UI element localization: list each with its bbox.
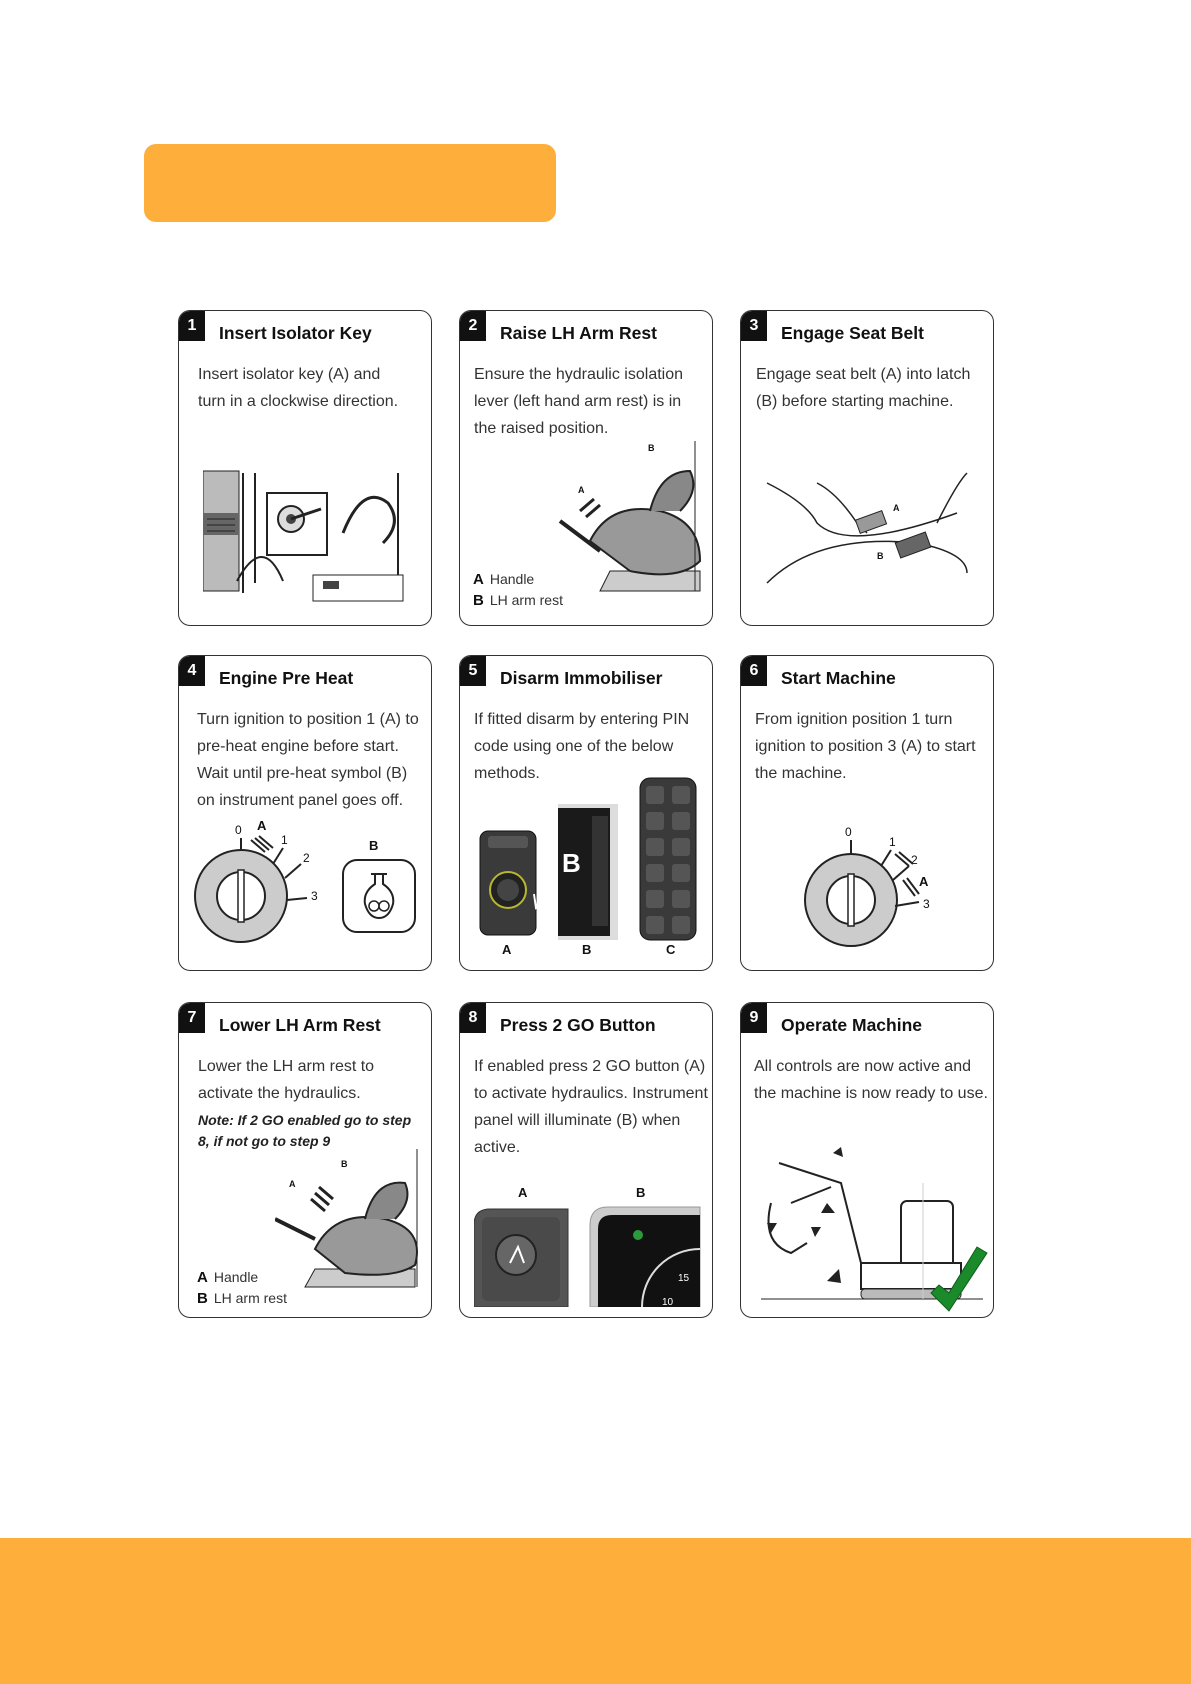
- step-number: 4: [179, 656, 205, 686]
- excavator-illustration: [751, 1143, 993, 1317]
- ignition-position: 3: [923, 897, 930, 911]
- step-text: If fitted disarm by entering PIN code using one of the below methods.: [474, 711, 690, 782]
- step-title: Disarm Immobiliser: [500, 668, 663, 688]
- step-text-main: Lower the LH arm rest to activate the hydraulics.: [198, 1058, 375, 1102]
- step-number: 9: [741, 1003, 767, 1033]
- step-text: If enabled press 2 GO button (A) to activate hydraulics. Instrument panel will illuminate (B) when active.: [474, 1058, 708, 1156]
- step-number: 8: [460, 1003, 486, 1033]
- gauge-tick: 10: [662, 1297, 674, 1307]
- isolator-key-illustration: [203, 463, 409, 603]
- step-text: From ignition position 1 turn ignition to position 3 (A) to start the machine.: [755, 711, 976, 782]
- step-title: Operate Machine: [781, 1015, 923, 1035]
- step-card-6: [740, 655, 994, 971]
- legend-item: B LH arm rest: [197, 1290, 287, 1307]
- step-title: Raise LH Arm Rest: [500, 323, 657, 343]
- step-title: Engage Seat Belt: [781, 323, 924, 343]
- svg-text:B: B: [562, 848, 581, 878]
- step-number: 6: [741, 656, 767, 686]
- legend: [473, 569, 563, 611]
- diagram-label: B: [341, 1159, 348, 1169]
- footer-band: [0, 1538, 1191, 1684]
- step-card-9: [740, 1002, 994, 1318]
- step-title: Insert Isolator Key: [219, 323, 372, 343]
- immobiliser-methods-illustration: [472, 776, 708, 962]
- legend: [197, 1267, 287, 1309]
- header-banner: [144, 144, 556, 222]
- diagram-label: A: [893, 503, 900, 513]
- legend-item: B LH arm rest: [473, 592, 563, 609]
- ignition-position: 1: [889, 835, 896, 849]
- arm-rest-raise-illustration: [550, 441, 710, 601]
- step-note: Note: If 2 GO enabled go to step 8, if not go to step 9: [198, 1112, 412, 1149]
- step-text: [198, 1053, 418, 1152]
- step-title: Start Machine: [781, 668, 896, 688]
- two-go-button-illustration: [474, 1185, 704, 1307]
- step-card-3: [740, 310, 994, 626]
- button-label: A: [518, 1185, 528, 1200]
- diagram-label: B: [369, 838, 379, 853]
- legend-item: A Handle: [473, 571, 535, 588]
- legend-item: A Handle: [197, 1269, 259, 1286]
- step-number: 5: [460, 656, 486, 686]
- diagram-label: B: [648, 443, 655, 453]
- step-number: 7: [179, 1003, 205, 1033]
- ignition-start-illustration: [791, 822, 961, 952]
- step-text: Engage seat belt (A) into latch (B) before starting machine.: [756, 366, 971, 410]
- step-card-7: [178, 1002, 432, 1318]
- ignition-preheat-illustration: [193, 818, 425, 948]
- ignition-position: 0: [845, 825, 852, 839]
- arm-rest-lower-illustration: [275, 1149, 425, 1297]
- ignition-position: 1: [281, 833, 288, 847]
- step-text: Insert isolator key (A) and turn in a clockwise direction.: [198, 366, 399, 410]
- diagram-label: A: [578, 485, 585, 495]
- step-card-1: [178, 310, 432, 626]
- method-label: C: [666, 942, 676, 957]
- seat-belt-illustration: [757, 463, 979, 603]
- ignition-position: 3: [311, 889, 318, 903]
- step-number: 2: [460, 311, 486, 341]
- button-label: B: [636, 1185, 646, 1200]
- diagram-label: B: [877, 551, 884, 561]
- step-card-5: [459, 655, 713, 971]
- ignition-position: 0: [235, 823, 242, 837]
- step-title: Engine Pre Heat: [219, 668, 354, 688]
- step-title: Press 2 GO Button: [500, 1015, 656, 1035]
- step-title: Lower LH Arm Rest: [219, 1015, 381, 1035]
- step-card-4: [178, 655, 432, 971]
- step-number: 3: [741, 311, 767, 341]
- ignition-position: 2: [303, 851, 310, 865]
- step-number: 1: [179, 311, 205, 341]
- step-text: Ensure the hydraulic isolation lever (left hand arm rest) is in the raised position.: [474, 366, 684, 437]
- ignition-position: 2: [911, 853, 918, 867]
- method-label: B: [582, 942, 592, 957]
- step-text: Turn ignition to position 1 (A) to pre-heat engine before start. Wait until pre-heat symbol (B) on instrument panel goes off.: [197, 711, 419, 809]
- gauge-tick: 15: [678, 1273, 690, 1284]
- diagram-label: A: [257, 818, 267, 833]
- diagram-label: A: [919, 874, 929, 889]
- step-card-8: [459, 1002, 713, 1318]
- method-label: A: [502, 942, 512, 957]
- step-text: All controls are now active and the machine is now ready to use.: [754, 1058, 988, 1102]
- diagram-label: A: [289, 1179, 296, 1189]
- step-card-2: [459, 310, 713, 626]
